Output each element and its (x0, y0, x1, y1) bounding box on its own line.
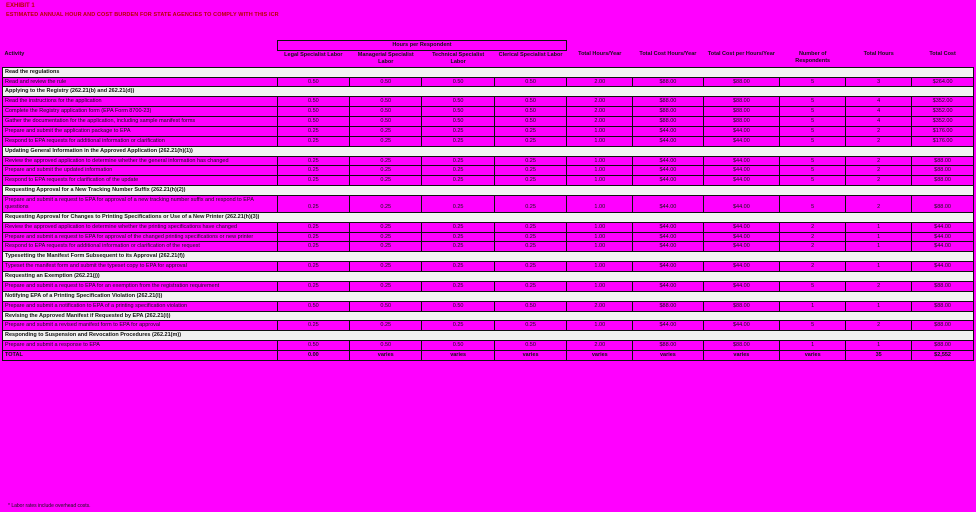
header-row (3, 50, 974, 67)
total-value-cell: $2,552 (912, 351, 974, 361)
value-cell: $44.00 (633, 321, 703, 331)
value-cell: 3 (846, 77, 912, 87)
document-subtitle: ESTIMATED ANNUAL HOUR AND COST BURDEN FOR STATE AGENCIES TO COMPLY WITH THIS ICR (6, 12, 279, 18)
section-title: Requesting an Exemption (262.21(j)) (3, 272, 974, 282)
section-title: Applying to the Registry (262.21(b) and 262.21(d)) (3, 87, 974, 97)
value-cell: 2 (780, 222, 846, 232)
value-cell: 0.25 (422, 262, 494, 272)
col-total-cost-hours-year: Total Cost Hours/Year (633, 50, 703, 67)
activity-cell: Complete the Registry application form (EPA Form 8700-23) (3, 107, 278, 117)
total-value-cell: varies (422, 351, 494, 361)
value-cell: 1.00 (567, 156, 633, 166)
value-cell: 0.50 (494, 117, 566, 127)
value-cell: 0.25 (422, 242, 494, 252)
value-cell: 0.25 (277, 196, 349, 213)
value-cell: 5 (780, 136, 846, 146)
table-row (3, 117, 974, 127)
value-cell: 4 (846, 117, 912, 127)
table-row (3, 176, 974, 186)
value-cell: 0.25 (422, 136, 494, 146)
table-row (3, 222, 974, 232)
table-row (3, 126, 974, 136)
value-cell: 2 (846, 166, 912, 176)
value-cell: $88.00 (633, 77, 703, 87)
value-cell: $44.00 (703, 196, 780, 213)
value-cell: $44.00 (912, 242, 974, 252)
value-cell: 2.00 (567, 117, 633, 127)
total-value-cell: varies (633, 351, 703, 361)
value-cell: $44.00 (703, 176, 780, 186)
value-cell: 1.00 (567, 242, 633, 252)
value-cell: 2 (846, 321, 912, 331)
value-cell: 0.25 (422, 166, 494, 176)
value-cell: 0.50 (422, 77, 494, 87)
value-cell: 2.00 (567, 341, 633, 351)
value-cell: 0.25 (422, 281, 494, 291)
value-cell: $44.00 (633, 262, 703, 272)
value-cell: 0.25 (277, 166, 349, 176)
total-value-cell: varies (703, 351, 780, 361)
table-row (3, 321, 974, 331)
value-cell: $88.00 (912, 156, 974, 166)
value-cell: $44.00 (703, 136, 780, 146)
value-cell: 2 (780, 232, 846, 242)
total-label: TOTAL (3, 351, 278, 361)
col-total-cost: Total Cost (912, 50, 974, 67)
value-cell: 0.50 (277, 341, 349, 351)
value-cell: 0.50 (422, 341, 494, 351)
value-cell: 0.50 (422, 97, 494, 107)
section-header-row (3, 212, 974, 222)
value-cell: 5 (780, 196, 846, 213)
value-cell: $88.00 (633, 97, 703, 107)
value-cell: $44.00 (703, 156, 780, 166)
value-cell: 2 (780, 262, 846, 272)
table-row (3, 232, 974, 242)
value-cell: 0.25 (494, 156, 566, 166)
value-cell: 1.00 (567, 126, 633, 136)
col-total-cost-per-hours-year: Total Cost per Hours/Year (703, 50, 780, 67)
value-cell: 1 (846, 242, 912, 252)
value-cell: 4 (846, 107, 912, 117)
value-cell: $88.00 (703, 97, 780, 107)
value-cell: 0.25 (494, 232, 566, 242)
section-header-row (3, 272, 974, 282)
value-cell: 0.25 (494, 136, 566, 146)
total-value-cell: varies (494, 351, 566, 361)
value-cell: 0.25 (494, 176, 566, 186)
total-value-cell: varies (567, 351, 633, 361)
value-cell: 1 (780, 341, 846, 351)
value-cell: $352.00 (912, 107, 974, 117)
value-cell: 2.00 (567, 107, 633, 117)
value-cell: $88.00 (703, 107, 780, 117)
value-cell: 0.50 (494, 97, 566, 107)
value-cell: $44.00 (703, 126, 780, 136)
value-cell: 0.50 (277, 117, 349, 127)
value-cell: 5 (780, 97, 846, 107)
value-cell: $44.00 (703, 232, 780, 242)
section-title: Requesting Approval for Changes to Printing Specifications or Use of a New Printer (262.21(h)(3)) (3, 212, 974, 222)
value-cell: $352.00 (912, 97, 974, 107)
total-row (3, 351, 974, 361)
activity-cell: Review the approved application to determine whether the printing specifications have changed (3, 222, 278, 232)
value-cell: 0.25 (350, 126, 422, 136)
table-row (3, 341, 974, 351)
value-cell: 5 (780, 166, 846, 176)
value-cell: $44.00 (633, 136, 703, 146)
header-group-hours-per-respondent: Hours per Respondent (277, 41, 567, 51)
value-cell: 0.50 (277, 77, 349, 87)
table-row (3, 196, 974, 213)
value-cell: 1 (846, 222, 912, 232)
value-cell: 0.50 (422, 107, 494, 117)
activity-cell: Prepare and submit the application package to EPA (3, 126, 278, 136)
value-cell: 0.25 (277, 321, 349, 331)
burden-table (2, 40, 974, 361)
value-cell: 0.25 (494, 126, 566, 136)
section-title: Responding to Suspension and Revocation Procedures (262.21(m)) (3, 331, 974, 341)
value-cell: 2.00 (567, 77, 633, 87)
value-cell: $88.00 (912, 301, 974, 311)
value-cell: 0.25 (422, 232, 494, 242)
table-row (3, 166, 974, 176)
value-cell: 0.50 (494, 301, 566, 311)
value-cell: 0.25 (494, 196, 566, 213)
value-cell: 0.25 (277, 242, 349, 252)
value-cell: 0.25 (277, 126, 349, 136)
total-value-cell: varies (780, 351, 846, 361)
value-cell: 2 (846, 196, 912, 213)
value-cell: $264.00 (912, 77, 974, 87)
value-cell: $44.00 (703, 281, 780, 291)
value-cell: $44.00 (912, 262, 974, 272)
value-cell: 0.25 (350, 262, 422, 272)
value-cell: 0.25 (277, 262, 349, 272)
value-cell: $44.00 (703, 222, 780, 232)
activity-cell: Prepare and submit a notification to EPA of a printing specification violation (3, 301, 278, 311)
value-cell: $44.00 (633, 156, 703, 166)
header-spacer-right (567, 41, 974, 51)
value-cell: 4 (846, 97, 912, 107)
value-cell: 2 (846, 281, 912, 291)
section-title: Typesetting the Manifest Form Subsequent to its Approval (262.21(f)) (3, 252, 974, 262)
value-cell: 0.25 (494, 321, 566, 331)
table-row (3, 136, 974, 146)
value-cell: 1.00 (567, 196, 633, 213)
value-cell: 0.50 (277, 301, 349, 311)
value-cell: 0.25 (277, 156, 349, 166)
header-group-row (3, 41, 974, 51)
value-cell: 1.00 (567, 166, 633, 176)
value-cell: $44.00 (703, 321, 780, 331)
value-cell: 0.25 (350, 321, 422, 331)
value-cell: 1.00 (567, 281, 633, 291)
value-cell: 0.25 (422, 196, 494, 213)
value-cell: $88.00 (633, 341, 703, 351)
section-header-row (3, 252, 974, 262)
col-legal: Legal Specialist Labor (277, 50, 349, 67)
value-cell: $44.00 (633, 222, 703, 232)
table-row (3, 156, 974, 166)
value-cell: 1 (780, 301, 846, 311)
value-cell: 0.25 (350, 222, 422, 232)
section-title: Requesting Approval for a New Tracking Number Suffix (262.21(h)(2)) (3, 186, 974, 196)
value-cell: 1.00 (567, 222, 633, 232)
value-cell: $44.00 (912, 232, 974, 242)
activity-cell: Typeset the manifest form and submit the typeset copy to EPA for approval (3, 262, 278, 272)
activity-cell: Respond to EPA requests for additional information or clarification of the request (3, 242, 278, 252)
col-activity: Activity (3, 50, 278, 67)
value-cell: $44.00 (633, 242, 703, 252)
table-body (3, 67, 974, 360)
section-header-row (3, 331, 974, 341)
section-header-row (3, 87, 974, 97)
value-cell: 0.25 (350, 281, 422, 291)
value-cell: 1 (846, 301, 912, 311)
value-cell: 0.50 (350, 77, 422, 87)
table-row (3, 301, 974, 311)
value-cell: 2.00 (567, 97, 633, 107)
activity-cell: Prepare and submit a response to EPA (3, 341, 278, 351)
value-cell: $44.00 (633, 126, 703, 136)
value-cell: $44.00 (633, 196, 703, 213)
section-title: Updating General Information in the Approved Application (262.21(h)(1)) (3, 146, 974, 156)
section-header-row (3, 146, 974, 156)
col-total-hours-year: Total Hours/Year (567, 50, 633, 67)
table-row (3, 77, 974, 87)
col-managerial: Managerial Specialist Labor (350, 50, 422, 67)
value-cell: 0.25 (494, 242, 566, 252)
value-cell: $176.00 (912, 136, 974, 146)
value-cell: 0.25 (350, 156, 422, 166)
value-cell: 1.00 (567, 232, 633, 242)
total-value-cell: varies (350, 351, 422, 361)
activity-cell: Read the instructions for the application (3, 97, 278, 107)
value-cell: 5 (780, 281, 846, 291)
value-cell: 2 (780, 242, 846, 252)
value-cell: 0.25 (350, 166, 422, 176)
table-row (3, 107, 974, 117)
activity-cell: Prepare and submit a request to EPA for approval of the changed printing specifications or new printer (3, 232, 278, 242)
value-cell: 0.50 (350, 301, 422, 311)
table-row (3, 97, 974, 107)
value-cell: 0.50 (277, 97, 349, 107)
value-cell: 0.25 (422, 222, 494, 232)
col-total-hours: Total Hours (846, 50, 912, 67)
value-cell: $44.00 (703, 166, 780, 176)
activity-cell: Respond to EPA requests for clarification of the update (3, 176, 278, 186)
value-cell: 0.25 (494, 262, 566, 272)
footnote: * Labor rates include overhead costs. (8, 503, 91, 509)
value-cell: $88.00 (633, 117, 703, 127)
value-cell: 0.25 (350, 196, 422, 213)
value-cell: $44.00 (633, 281, 703, 291)
value-cell: 0.25 (422, 156, 494, 166)
value-cell: 1.00 (567, 321, 633, 331)
value-cell: 1 (846, 232, 912, 242)
value-cell: $88.00 (912, 281, 974, 291)
value-cell: $44.00 (633, 232, 703, 242)
activity-cell: Prepare and submit a request to EPA for an exemption from the registration requirement (3, 281, 278, 291)
value-cell: 5 (780, 107, 846, 117)
value-cell: 2 (846, 126, 912, 136)
value-cell: 1 (846, 341, 912, 351)
section-title: Read the regulations (3, 67, 974, 77)
value-cell: $88.00 (703, 341, 780, 351)
value-cell: 0.50 (422, 117, 494, 127)
value-cell: $352.00 (912, 117, 974, 127)
value-cell: 0.25 (422, 321, 494, 331)
col-technical: Technical Specialist Labor (422, 50, 494, 67)
total-value-cell: 35 (846, 351, 912, 361)
value-cell: 0.50 (277, 107, 349, 117)
value-cell: $44.00 (633, 166, 703, 176)
value-cell: $88.00 (912, 196, 974, 213)
section-title: Revising the Approved Manifest if Requested by EPA (262.21(i)) (3, 311, 974, 321)
value-cell: $88.00 (703, 77, 780, 87)
value-cell: $44.00 (633, 176, 703, 186)
value-cell: $44.00 (912, 222, 974, 232)
value-cell: $44.00 (703, 262, 780, 272)
activity-cell: Prepare and submit the updated information (3, 166, 278, 176)
value-cell: 0.50 (494, 77, 566, 87)
value-cell: $88.00 (912, 166, 974, 176)
col-clerical: Clerical Specialist Labor (494, 50, 566, 67)
total-value-cell: 0.00 (277, 351, 349, 361)
value-cell: $88.00 (633, 301, 703, 311)
value-cell: 2.00 (567, 301, 633, 311)
value-cell: 2 (846, 156, 912, 166)
value-cell: $88.00 (633, 107, 703, 117)
value-cell: 0.25 (350, 242, 422, 252)
value-cell: 0.50 (350, 97, 422, 107)
activity-cell: Read and review the rule (3, 77, 278, 87)
value-cell: $88.00 (912, 321, 974, 331)
value-cell: 0.25 (422, 176, 494, 186)
value-cell: 5 (780, 117, 846, 127)
activity-cell: Respond to EPA requests for additional information or clarification (3, 136, 278, 146)
document-title: EXHIBIT 1 (6, 3, 35, 9)
section-header-row (3, 311, 974, 321)
value-cell: 2 (846, 136, 912, 146)
value-cell: 0.25 (422, 126, 494, 136)
value-cell: 0.50 (350, 107, 422, 117)
value-cell: 1.00 (567, 176, 633, 186)
section-header-row (3, 291, 974, 301)
section-title: Notifying EPA of a Printing Specification Violation (262.21(l)) (3, 291, 974, 301)
value-cell: 5 (780, 176, 846, 186)
value-cell: 0.25 (494, 166, 566, 176)
value-cell: 5 (780, 77, 846, 87)
table-row (3, 281, 974, 291)
col-respondents: Number of Respondents (780, 50, 846, 67)
value-cell: 5 (780, 156, 846, 166)
value-cell: 5 (780, 321, 846, 331)
table-header (3, 41, 974, 68)
value-cell: 0.25 (277, 281, 349, 291)
value-cell: 0.50 (494, 341, 566, 351)
value-cell: $88.00 (912, 341, 974, 351)
activity-cell: Prepare and submit a revised manifest form to EPA for approval (3, 321, 278, 331)
value-cell: 0.25 (494, 222, 566, 232)
value-cell: 1 (846, 262, 912, 272)
activity-cell: Gather the documentation for the application, including sample manifest forms (3, 117, 278, 127)
value-cell: $88.00 (703, 301, 780, 311)
value-cell: 0.50 (350, 117, 422, 127)
value-cell: 0.25 (277, 136, 349, 146)
value-cell: 0.25 (277, 222, 349, 232)
value-cell: $176.00 (912, 126, 974, 136)
value-cell: 1.00 (567, 136, 633, 146)
value-cell: 5 (780, 126, 846, 136)
value-cell: $88.00 (912, 176, 974, 186)
activity-cell: Prepare and submit a request to EPA for approval of a new tracking number suffix and respond to EPA questions (3, 196, 278, 213)
activity-cell: Review the approved application to determine whether the general information has changed (3, 156, 278, 166)
value-cell: 2 (846, 176, 912, 186)
section-header-row (3, 67, 974, 77)
section-header-row (3, 186, 974, 196)
table-row (3, 242, 974, 252)
value-cell: 0.25 (277, 232, 349, 242)
value-cell: 0.25 (350, 232, 422, 242)
value-cell: $44.00 (703, 242, 780, 252)
value-cell: 0.25 (350, 136, 422, 146)
value-cell: 0.50 (494, 107, 566, 117)
value-cell: 0.50 (422, 301, 494, 311)
value-cell: $88.00 (703, 117, 780, 127)
value-cell: 0.25 (350, 176, 422, 186)
value-cell: 0.50 (350, 341, 422, 351)
value-cell: 0.25 (494, 281, 566, 291)
header-spacer (3, 41, 278, 51)
value-cell: 0.25 (277, 176, 349, 186)
table-row (3, 262, 974, 272)
value-cell: 1.00 (567, 262, 633, 272)
